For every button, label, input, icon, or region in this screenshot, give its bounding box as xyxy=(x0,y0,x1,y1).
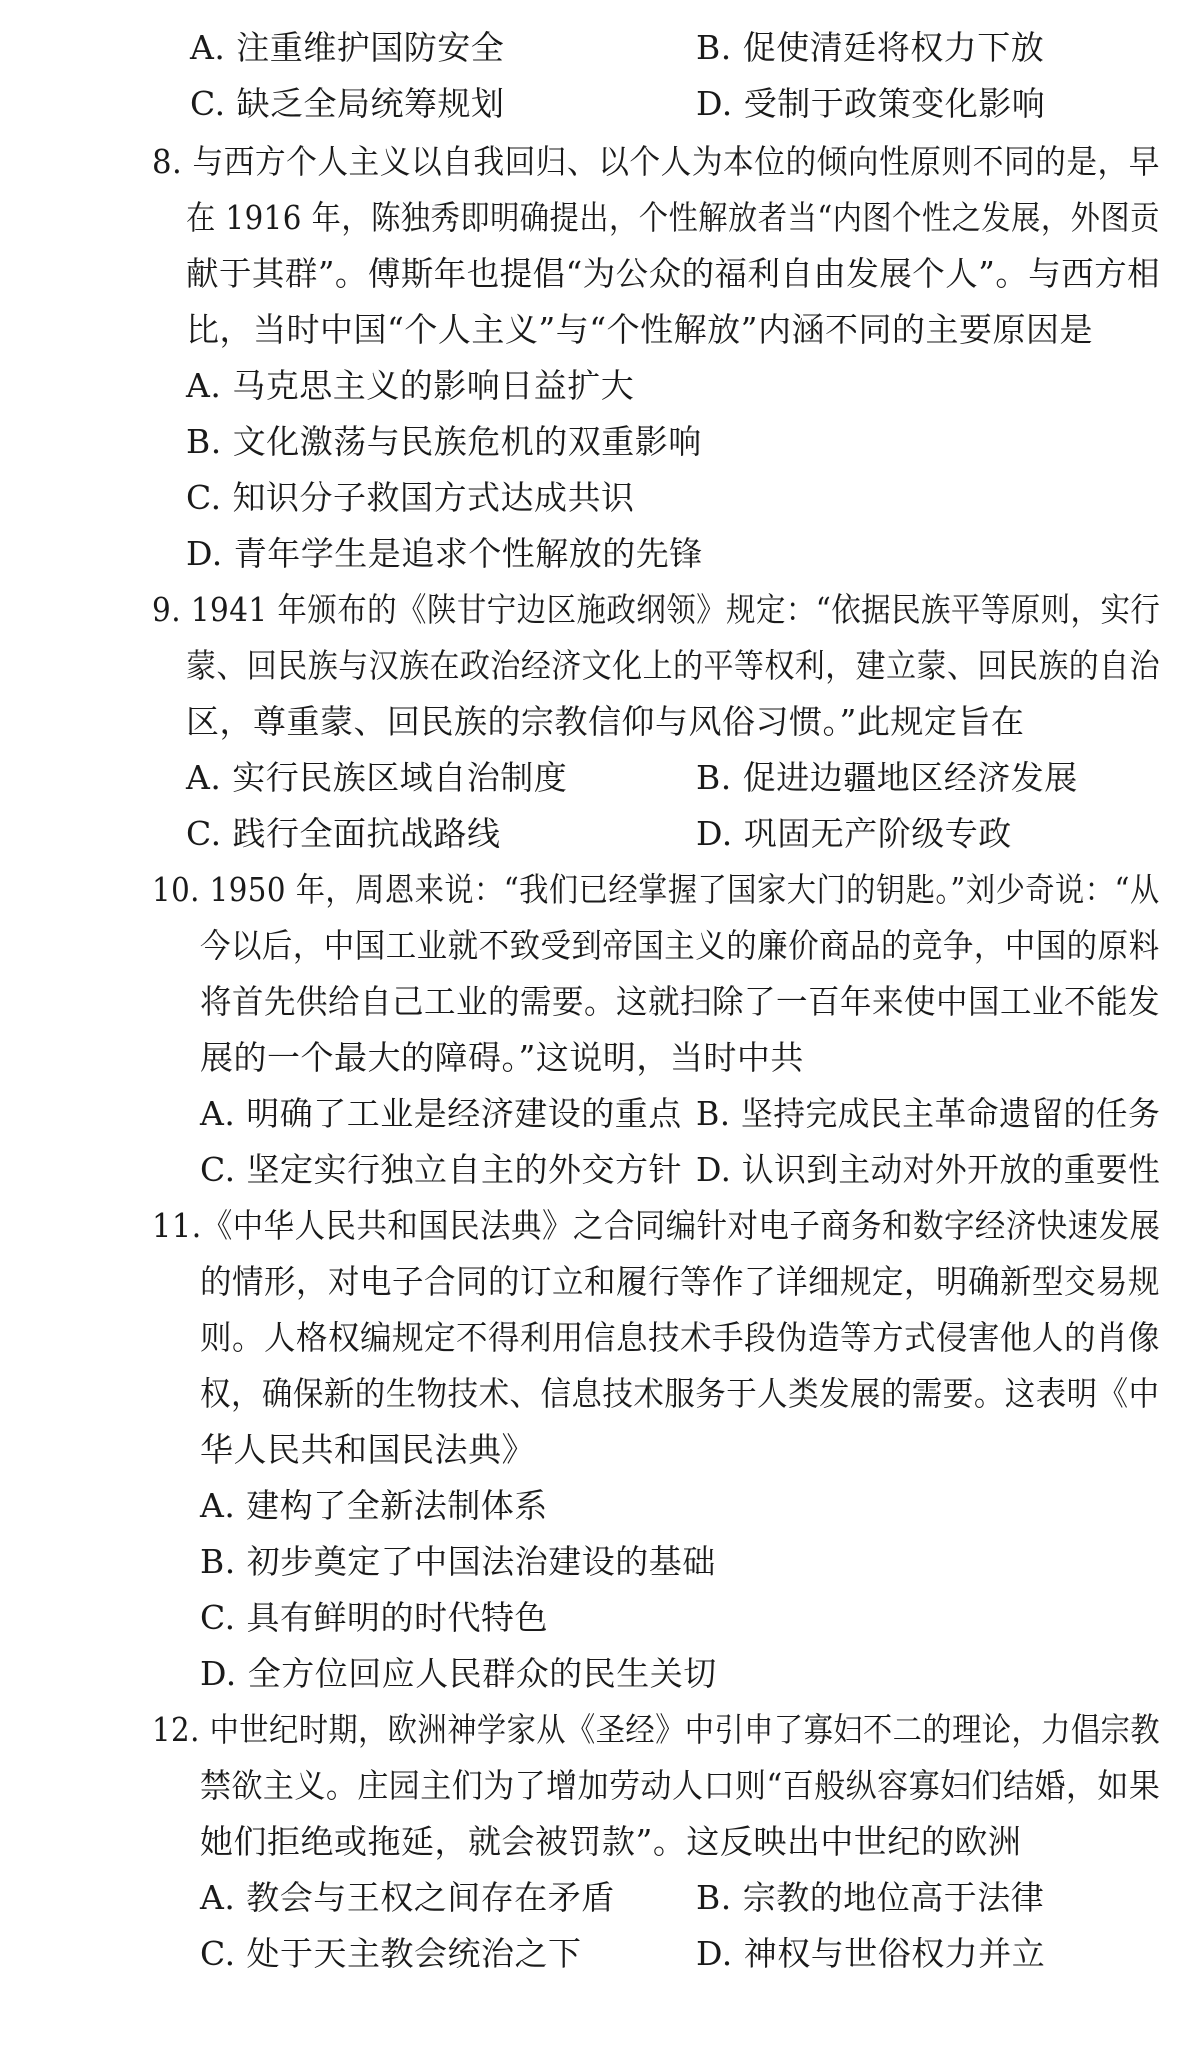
option-d: D. 认识到主动对外开放的重要性 xyxy=(696,1150,1161,1189)
option-a: A. 注重维护国防安全 xyxy=(190,28,505,67)
question-stem-line: 她们拒绝或拖延，就会被罚款”。这反映出中世纪的欧洲 xyxy=(200,1822,1022,1861)
question-stem-line: 的情形，对电子合同的订立和履行等作了详细规定，明确新型交易规 xyxy=(200,1262,1160,1301)
question-stem-line: 9. 1941 年颁布的《陕甘宁边区施政纲领》规定：“依据民族平等原则，实行 xyxy=(152,590,1161,629)
option-b: B. 初步奠定了中国法治建设的基础 xyxy=(200,1542,716,1581)
option-d: D. 神权与世俗权力并立 xyxy=(696,1934,1046,1973)
question-stem-line: 比，当时中国“个人主义”与“个性解放”内涵不同的主要原因是 xyxy=(186,310,1093,349)
question-stem-line: 将首先供给自己工业的需要。这就扫除了一百年来使中国工业不能发 xyxy=(200,982,1160,1021)
option-d: D. 受制于政策变化影响 xyxy=(696,84,1046,123)
option-c: C. 处于天主教会统治之下 xyxy=(200,1934,582,1973)
option-a: A. 实行民族区域自治制度 xyxy=(186,758,568,797)
option-c: C. 知识分子救国方式达成共识 xyxy=(186,478,635,517)
question-stem-line: 蒙、回民族与汉族在政治经济文化上的平等权利，建立蒙、回民族的自治 xyxy=(186,646,1160,685)
option-a: A. 马克思主义的影响日益扩大 xyxy=(186,366,635,405)
question-stem-line: 11.《中华人民共和国民法典》之合同编针对电子商务和数字经济快速发展 xyxy=(152,1206,1161,1245)
question-stem-line: 今以后，中国工业就不致受到帝国主义的廉价商品的竞争，中国的原料 xyxy=(200,926,1160,965)
question-stem-line: 区，尊重蒙、回民族的宗教信仰与风俗习惯。”此规定旨在 xyxy=(186,702,1025,741)
question-stem-line: 权，确保新的生物技术、信息技术服务于人类发展的需要。这表明《中 xyxy=(200,1374,1160,1413)
option-d: D. 全方位回应人民群众的民生关切 xyxy=(200,1654,717,1693)
option-c: C. 具有鲜明的时代特色 xyxy=(200,1598,549,1637)
question-stem-line: 则。人格权编规定不得利用信息技术手段伪造等方式侵害他人的肖像 xyxy=(200,1318,1160,1357)
question-stem-line: 12. 中世纪时期，欧洲神学家从《圣经》中引申了寡妇不二的理论，力倡宗教 xyxy=(152,1710,1160,1749)
option-a: A. 明确了工业是经济建设的重点 xyxy=(200,1094,682,1133)
option-b: B. 促进边疆地区经济发展 xyxy=(696,758,1078,797)
question-stem-line: 10. 1950 年，周恩来说：“我们已经掌握了国家大门的钥匙。”刘少奇说：“从 xyxy=(152,870,1160,909)
option-d: D. 青年学生是追求个性解放的先锋 xyxy=(186,534,703,573)
option-b: B. 坚持完成民主革命遗留的任务 xyxy=(696,1094,1161,1133)
question-stem-line: 献于其群”。傅斯年也提倡“为公众的福利自由发展个人”。与西方相 xyxy=(186,254,1161,293)
option-c: C. 践行全面抗战路线 xyxy=(186,814,501,853)
option-a: A. 建构了全新法制体系 xyxy=(200,1486,548,1525)
option-b: B. 宗教的地位高于法律 xyxy=(696,1878,1045,1917)
option-a: A. 教会与王权之间存在矛盾 xyxy=(200,1878,615,1917)
option-d: D. 巩固无产阶级专政 xyxy=(696,814,1012,853)
question-stem-line: 在 1916 年，陈独秀即明确提出，个性解放者当“内图个性之发展，外图贡 xyxy=(186,198,1160,237)
option-b: B. 文化激荡与民族危机的双重影响 xyxy=(186,422,702,461)
option-c: C. 缺乏全局统筹规划 xyxy=(190,84,505,123)
question-stem-line: 禁欲主义。庄园主们为了增加劳动人口则“百般纵容寡妇们结婚，如果 xyxy=(200,1766,1161,1805)
question-stem-line: 8. 与西方个人主义以自我回归、以个人为本位的倾向性原则不同的是，早 xyxy=(152,142,1160,181)
option-c: C. 坚定实行独立自主的外交方针 xyxy=(200,1150,683,1189)
question-stem-line: 华人民共和国民法典》 xyxy=(200,1430,535,1469)
question-stem-line: 展的一个最大的障碍。”这说明，当时中共 xyxy=(200,1038,804,1077)
option-b: B. 促使清廷将权力下放 xyxy=(696,28,1045,67)
